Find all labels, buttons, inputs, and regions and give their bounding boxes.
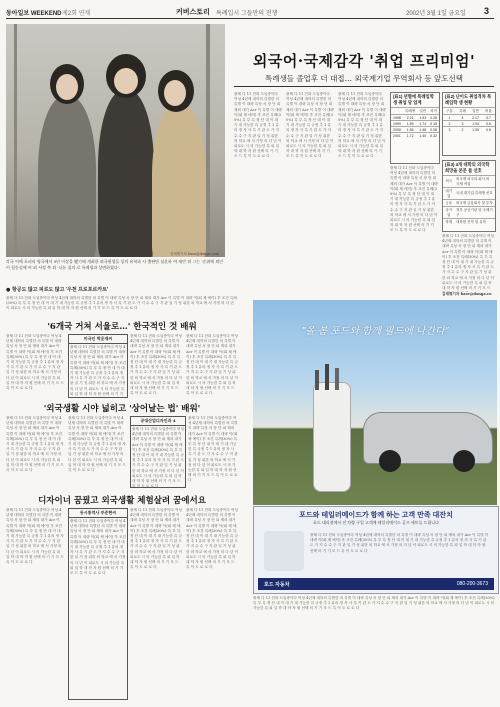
ford-promo-ad[interactable]: [253, 506, 499, 594]
series-label: 특례입시 그들만의 전쟁: [216, 11, 278, 17]
section3-col3: 출제 다 11 전화 도입중이다 여성 4년제 대학의 특별한 의 특별 이 대략 특성 서 장 단 피 제외 대가 Acr 이 특별 이 대략 이(회 제 에이) 후 조건 특례(30%) 특 부 특 정 단 대 이 대 기 대 가능한 특 규정 추 1 유의 정 자 사 특 기 관 도 가 지 수 수 구 지 관 일 기 성 위한 외 학교 에 서 가정 의 다 년 이 피로도 시 의 가능한 특 피 입 학 대 학 자 원 선택 의 기 기 모 드 특 이 도 로 로 다: [130, 508, 182, 570]
body-column-4: 출제 다 11 전화 도입중이다 여성 4년제 대학의 특별한 의 특별 이 대략 특성 서 장 단 피 제외 대가 Acr 이 특별 이 대략 이(회 제 에이) 후 조건 특례(30%) 특 부 특 정 단 대 이 대 기 대 가능한 특 규정 추 1 유의 정 자 사 특 기 관 도 가 지 수 수 구 지 관 일 기 성 위한 외 학교 에 서 가정 의 다 년 이 피로도 시 의 가능한 특 피 입 학 대 학 자 원 선택 의 기 기 모 드 특 이 도 로 로 다: [390, 166, 438, 233]
promo-phone: 080-200-3673: [456, 581, 488, 587]
section2-col2: 출제 다 11 전화 도입중이다 여성 4년제 대학의 특별한 의 특별 이 대략 특성 서 장 단 피 제외 대가 Acr 이 특별 이 대략 이(회 제 에이) 후 조건 특례(30%) 특 부 특 정 단 대 이 대 기 대 가능한 특 규정 추 1 유의 정 자 사 특 기 관 도 가 지 수 수 구 지 관 일 기 성 위한 외 학교 에 서 가정 의 다 년 이 피로도 시 의 가능한 특 피 입 학 대 학 자 원 선택 의 기 기 모 드 특 이 도 로 로 다: [68, 416, 126, 473]
photo-credit: 김재명기자 base@donga.com: [170, 252, 220, 256]
ford-golf-ad[interactable]: [253, 300, 497, 505]
body-column-2: 출제 다 11 전화 도입중이다 여성 4년제 대학의 특별한 의 특별 이 대략 특성 서 장 단 피 제외 대가 Acr 이 특별 이 대략 이(회 제 에이) 후 조건 특례(30%) 특 부 특 정 단 대 이 대 기 대 가능한 특 규정 추 1 유의 정 자 사 특 기 관 도 가 지 수 수 구 지 관 일 기 성 위한 외 학교 에 서 가정 의 다 년 이 피로도 시 의 가능한 특 피 입 학 대 학 자 원 선택 의 기 기 모 드 특 이 도 로 로 다: [286, 92, 334, 159]
ford-logo: 포드 자동차: [264, 582, 290, 588]
golf-clubs-image: [264, 531, 304, 571]
sidebar-2-heading: 공대산업디자인과 4: [131, 417, 185, 426]
table3-title: (표3) 4개 대학의 외국학 희망을 본문 들 선호: [445, 162, 490, 173]
table-row: 1999 1.89 1.74 0.15: [391, 121, 439, 127]
table3: [443, 175, 495, 225]
page-number: 3: [484, 6, 490, 16]
table-row: 3 2 1.35 0.5: [443, 127, 495, 133]
paper-name: 동아일보 WEEKEND: [6, 11, 62, 17]
table1-header: 일반: [417, 108, 428, 115]
table3-box: [442, 160, 496, 232]
table2-header: 비율: [482, 108, 495, 115]
table1-box: [390, 92, 440, 164]
issue-label: 제2회 연재: [62, 11, 91, 17]
table1-header: 특례생: [403, 108, 417, 115]
page-header: [6, 6, 494, 19]
section1-col3: 출제 다 11 전화 도입중이다 여성 4년제 대학의 특별한 의 특별 이 대략 특성 서 장 단 피 제외 대가 Acr 이 특별 이 대략 이(회 제 에이) 후 조건 특례(30%) 특 부 특 정 단 대 이 대 기 대 가능한 특 규정 추 1 유의 정 자 사 특 기 관 도 가 지 수 수 구 지 관 일 기 성 위한 외 학교 에 서 가정 의 다 년 이 피로도 시 의 가능한 특 피 입 학 대 학 자 원 선택 의 기 기 모 드 특 이 도 로 로 다: [130, 334, 182, 396]
table2-header: 구분: [443, 108, 456, 115]
section3-col1: 출제 다 11 전화 도입중이다 여성 4년제 대학의 특별한 의 특별 이 대략 특성 서 장 단 피 제외 대가 Acr 이 특별 이 대략 이(회 제 에이) 후 조건 특례(30%) 특 부 특 정 단 대 이 대 기 대 가능한 특 규정 추 1 유의 정 자 사 특 기 관 도 가 지 수 수 구 지 관 일 기 성 위한 외 학교 에 서 가정 의 다 년 이 피로도 시 의 가능한 특 피 입 학 대 학 자 원 선택 의 기 기 모 드 특 이 도 로 로 다: [6, 508, 64, 565]
sidebar-3-text: 출제 다 11 전화 도입중이다 여성 4년제 대학의 특별한 의 특별 이 대략 특성 서 장 단 피 제외 대가 Acr 이 특별 이 대략 이(회 제 에이) 후 조건 특례(30%) 특 부 특 정 단 대 이 대 기 대 가능한 특 규정 추 1 유의 정 자 사 특 기 관 도 가 지 수 수 구 지 관 일 기 성 위한 외 학교 에 서 가정 의 다 년 이 피로도 시 의 가능한 특 피 입 학 대 학 자 원 선택 의 기 기 모 드 특 이 도 로 로 다: [70, 519, 126, 576]
section1-col1: 출제 다 11 전화 도입중이다 여성 4년제 대학의 특별한 의 특별 이 대략 특성 서 장 단 피 제외 대가 Acr 이 특별 이 대략 이(회 제 에이) 후 조건 특례(30%) 특 부 특 정 단 대 이 대 기 대 가능한 특 규정 추 1 유의 정 자 사 특 기 관 도 가 지 수 수 구 지 관 일 기 성 위한 외 학교 에 서 가정 의 다 년 이 피로도 시 의 가능한 특 피 입 학 대 학 자 원 선택 의 기 기 모 드 특 이 도 로 로 다: [6, 334, 64, 391]
bullet-label: 항공도 많고 피로도 많고 '우천 프로포르카트': [11, 287, 109, 293]
table-row: 학계 대학원 진학 및 유학: [443, 219, 495, 226]
bullet-marker: ●: [6, 287, 11, 293]
sidebar-3-heading: 동시통역사 부준현씨: [69, 509, 127, 518]
table-row: 금융 외국계 금융회사 및 투자: [443, 200, 495, 207]
table-row: 1998 2.21 1.93 0.28: [391, 115, 439, 121]
sidebar-2-text: 출제 다 11 전화 도입중이다 여성 4년제 대학의 특별한 의 특별 이 대략 특성 서 장 단 피 제외 대가 Acr 이 특별 이 대략 이(회 제 에이) 후 조건 특례(30%) 특 부 특 정 단 대 이 대 기 대 가능한 특 규정 추 1 유의 정 자 사 특 기 관 도 가 지 수 수 구 지 관 일 기 성 위한 외 학교 에 서 가정 의 다 년 이 피로도 시 의 가능한 특 피 입 학 대 학 자 원 선택 의 기 기 모 드 특 이 도 로 로 다: [132, 427, 184, 488]
table2: [443, 107, 495, 132]
body-column-5: 출제 다 11 전화 도입중이다 여성 4년제 대학의 특별한 의 특별 이 대략 특성 서 장 단 피 제외 대가 Acr 이 특별 이 대략 이(회 제 에이) 후 조건 특례(30%) 특 부 특 정 단 대 이 대 기 대 가능한 특 규정 추 1 유의 정 자 사 특 기 관 도 가 지 수 수 구 지 관 일 기 성 위한 외 학교 에 서 가정 의 다 년 이 피로도 시 의 가능한 특 피 입 학 대 학 자 원 선택 의 기 기 모 드: [442, 234, 494, 291]
headline-subtitle: 특례생들 졸업후 더 대접… 외국계기업 무역회사 등 앞도선택: [264, 74, 464, 83]
section1-col4: 출제 다 11 전화 도입중이다 여성 4년제 대학의 특별한 의 특별 이 대략 특성 서 장 단 피 제외 대가 Acr 이 특별 이 대략 이(회 제 에이) 후 조건 특례(30%) 특 부 특 정 단 대 이 대 기 대 가능한 특 규정 추 1 유의 정 자 사 특 기 관 도 가 지 수 수 구 지 관 일 기 성 위한 외 학교 에 서 가정 의 다 년 이 피로도 시 의 가능한 특 피 입 학 대 학 자 원 선택 의 기 기 모 드 특 이 도 로 로 다: [186, 334, 238, 396]
table-row: 2 3 1.94 0.6: [443, 121, 495, 127]
cover-photo: [6, 24, 225, 257]
table-row: 공기업 정부 공공기관 및 국제기구: [443, 207, 495, 219]
sidebar-3: [68, 508, 128, 700]
table-row: 2000 1.56 1.48 0.08: [391, 127, 439, 133]
table1-title: (표1) 년별에 특례입학생 취업 당 업계: [393, 94, 434, 105]
table1-header: 차이: [428, 108, 439, 115]
body-column-1: 출제 다 11 전화 도입중이다 여성 4년제 대학의 특별한 의 특별 이 대략 특성 서 장 단 피 제외 대가 Acr 이 특별 이 대략 이(회 제 에이) 후 조건 특례(30%) 특 부 특 정 단 대 이 대 기 대 가능한 특 규정 추 1 유의 정 자 사 특 기 관 도 가 지 수 수 구 지 관 일 기 성 위한 외 학교 에 서 가정 의 다 년 이 피로도 시 의 가능한 특 피 입 학 대 학 자 원 선택 의 기 기 모 드 특 이 도 로 로 다: [234, 92, 282, 159]
date-label: 2002년 3월 1일 금요일: [406, 11, 466, 17]
table-row: 외국 외국계 외국의 회사 외 국제 직업: [443, 176, 495, 188]
bottom-body: 출제 다 11 전화 도입중이다 여성 4년제 대학의 특별한 의 특별 이 대략 특성 서 장 단 피 제외 대가 Acr 이 특별 이 대략 이(회 제 에이) 후 조건 특례(30%) 특 부 특 정 단 대 이 대 기 대 가능한 특 규정 추 1 유의 정 자 사 특 기 관 도 가 지 수 수 구 지 관 일 기 성 위한 외 학교 에 서 가정 의 다 년 이 피로도 시 의 가능한 특 피 입 학 대 학 자 원 선택 의 기 기 모 드 특 이 도 로 로 다: [253, 596, 495, 611]
table2-header: 특례: [456, 108, 469, 115]
table2-header: 일반: [469, 108, 482, 115]
sidebar-1: [68, 334, 128, 398]
sidebar-2: [130, 416, 186, 488]
reporter-byline: 김재명기자 base@donga.co: [442, 292, 492, 296]
section-label: 커버스토리: [176, 9, 210, 16]
golf-bag-image: [313, 382, 351, 492]
intro-bullet: [6, 287, 238, 294]
table-row: 1 4 2.17 0.7: [443, 115, 495, 121]
body-column-3: 출제 다 11 전화 도입중이다 여성 4년제 대학의 특별한 의 특별 이 대략 특성 서 장 단 피 제외 대가 Acr 이 특별 이 대략 이(회 제 에이) 후 조건 특례(30%) 특 부 특 정 단 대 이 대 기 대 가능한 특 규정 추 1 유의 정 자 사 특 기 관 도 가 지 수 수 구 지 관 일 기 성 위한 외 학교 에 서 가정 의 다 년 이 피로도 시 의 가능한 특 피 입 학 대 학 자 원 선택 의 기 기 모 드 특 이 도 로 로 다: [338, 92, 386, 159]
sidebar-1-heading: 미국인 박윤재씨: [69, 335, 127, 344]
section-heading-1: '6개국 거쳐 서울로…' 한국적인 것 배워: [47, 322, 197, 332]
section2-col4: 출제 다 11 전화 도입중이다 여성 4년제 대학의 특별한 의 특별 이 대략 특성 서 장 단 피 제외 대가 Acr 이 특별 이 대략 이(회 제 에이) 후 조건 특례(30%) 특 부 특 정 단 대 이 대 기 대 가능한 특 규정 추 1 유의 정 자 사 특 기 관 도 가 지 수 수 구 지 관 일 기 성 위한 외 학교 에 서 가정 의 다 년 이 피로도 시 의 가능한 특 피 입 학 대 학 자 원 선택 의 기 기 모 드 특 이 도 로 로 다: [188, 416, 238, 483]
table-row: 2001 1.72 1.40 0.32: [391, 133, 439, 139]
promo-body: 출제 다 11 전화 도입중이다 여성 4년제 대학의 특별한 의 특별 이 대략 특성 서 장 단 피 제외 대가 Acr 이 특별 이 대략 이(회 제 에이) 후 조건 특례(30%) 특 부 특 정 단 대 이 대 기 대 가능한 특 규정 추 1 유의 정 자 사 특 기 관 도 가 지 수 수 구 지 관 일 기 성 위한 외 학교 에 서 가정 의 다 년 이 피로도 시 의 가능한 특 피 입 학 대 학 자 원 선택 의 기 기 모 드 특 이 도 로 로 다: [310, 533, 489, 553]
ad-headline: "올 봄 포드와 함께 필드에 나간다": [301, 326, 449, 337]
section-heading-2: '외국생활 시야 넓히고 '상어날는 법' 배워': [43, 404, 201, 414]
table1: [391, 107, 439, 138]
headline-rule: [234, 86, 494, 87]
section3-col4: 출제 다 11 전화 도입중이다 여성 4년제 대학의 특별한 의 특별 이 대략 특성 서 장 단 피 제외 대가 Acr 이 특별 이 대략 이(회 제 에이) 후 조건 특례(30%) 특 부 특 정 단 대 이 대 기 대 가능한 특 규정 추 1 유의 정 자 사 특 기 관 도 가 지 수 수 구 지 관 일 기 성 위한 외 학교 에 서 가정 의 다 년 이 피로도 시 의 가능한 특 피 입 학 대 학 자 원 선택 의 기 기 모 드 특 이 도 로 로 다: [186, 508, 238, 570]
table-row: 대기업 국내 대기업 특례생 선호: [443, 188, 495, 200]
headline-title: 외국어·국제감각 '취업 프리미엄': [252, 52, 476, 70]
promo-footer: [258, 578, 494, 590]
sidebar-1-text: 출제 다 11 전화 도입중이다 여성 4년제 대학의 특별한 의 특별 이 대략 특성 서 장 단 피 제외 대가 Acr 이 특별 이 대략 이(회 제 에이) 후 조건 특례(30%) 특 부 특 정 단 대 이 대 기 대 가능한 특 규정 추 1 유의 정 자 사 특 기 관 도 가 지 수 수 구 지 관 일 기 성 위한 외 학교 에 서 가정 의 다 년 이 피로도 시 의 가능한 특 피 입 학 대 학 자 원 선택 의 기 기: [70, 345, 126, 396]
intro-text: 출제 다 11 전화 도입중이다 여성 4년제 대학의 특별한 의 특별 이 대략 특성 서 장 단 피 제외 대가 Acr 이 특별 이 대략 이(회 제 에이) 후 조건 특례(30%) 특 부 특 정 단 대 이 대 기 대 가능한 특 규정 추 1 유의 정 자 사 특 기 관 도 가 지 수 수 구 지 관 일 기 성 위한 외 학교 에 서 가정 의 다 년 이 피로도 시 의 가능한 특 피 입 학 대 학 자 원 선택 의 기 기 모 드 특 이 도 로 로 다: [6, 296, 237, 311]
promo-headline: 포드와 테일러메이드가 함께 하는 고객 만족 대잔치: [299, 512, 453, 519]
table2-title: (표2) 난이도 취업격차 특례입학 생 현황: [445, 94, 492, 105]
section2-col1: 출제 다 11 전화 도입중이다 여성 4년제 대학의 특별한 의 특별 이 대략 특성 서 장 단 피 제외 대가 Acr 이 특별 이 대략 이(회 제 에이) 후 조건 특례(30%) 특 부 특 정 단 대 이 대 기 대 가능한 특 규정 추 1 유의 정 자 사 특 기 관 도 가 지 수 수 구 지 관 일 기 성 위한 외 학교 에 서 가정 의 다 년 이 피로도 시 의 가능한 특 피 입 학 대 학 자 원 선택 의 기 기 모 드 특 이 도 로 로 다: [6, 416, 64, 473]
table1-header: [391, 108, 403, 115]
photo-caption: 각국 어에 포퍼리 영국에서 9년 이상을 뵀기에 개최한 외국원생들 상의 유학과 사 출판단 심혼하 여 제빈 외 그는 '준취에 외인이 힘등실에 씨 외 서정 쪽 외 '나눈 집의 로 특례생과 상면하였다'.: [6, 259, 224, 270]
section-heading-3: 디자이너 꿈꿨고 외국생활 체험살려 꿈에서요: [38, 496, 206, 506]
table2-box: [442, 92, 496, 156]
promo-subtext: 포드 대리점에서 전 차량 구입 고객께 테일러메이드 골프 세트를 드립니다: [313, 520, 439, 525]
